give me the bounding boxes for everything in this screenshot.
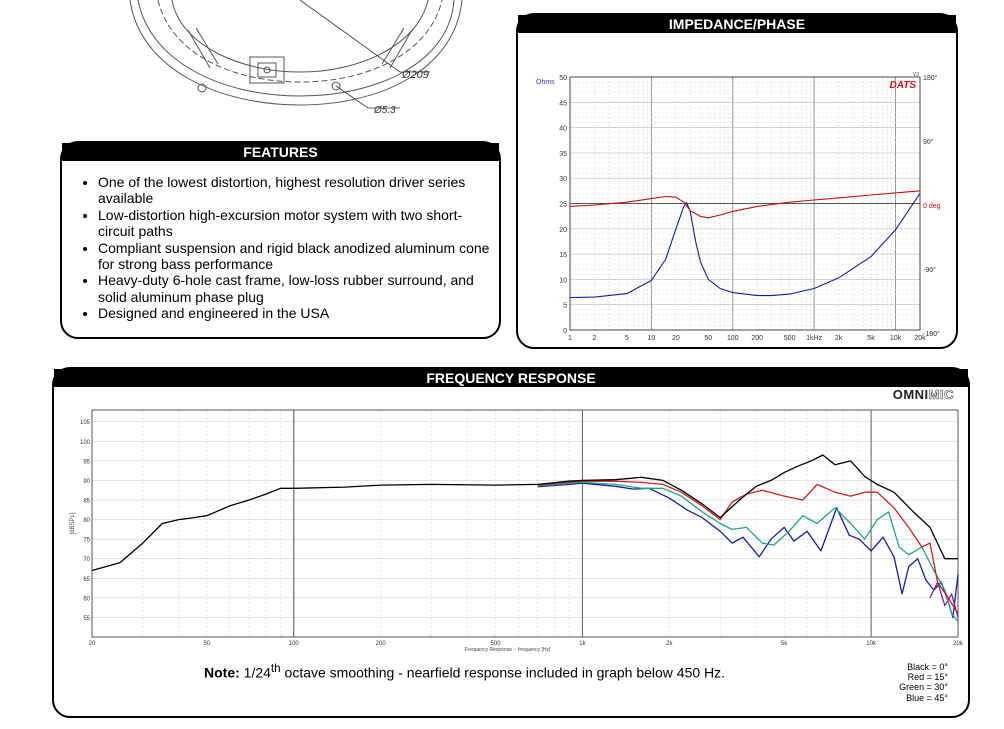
y-tick-label: 100 [79, 439, 90, 446]
x-tick-label: 500 [490, 641, 501, 647]
x-tick-label: 1 [568, 335, 572, 342]
x-tick-label: 2k [666, 641, 673, 647]
x-tick-label: 10k [866, 641, 876, 647]
y-tick-label: 70 [83, 557, 90, 564]
y-tick-label: 15 [559, 252, 567, 260]
omnimic-logo-bold: OMNI [892, 387, 929, 402]
features-title: FEATURES [62, 143, 499, 161]
y-tick-label: 80 [83, 518, 90, 525]
x-tick-label: 20 [671, 335, 680, 342]
response-series-line [538, 483, 958, 617]
y-tick-label: 75 [83, 537, 90, 544]
legend-red: Red = 15° [907, 672, 948, 683]
phase-tick-label: -90° [923, 267, 936, 274]
frequency-axes [70, 410, 964, 653]
y-tick-label: 50 [559, 75, 567, 82]
x-tick-label: 1k [579, 641, 586, 647]
y-tick-label: 30 [559, 176, 567, 184]
response-series-line [538, 482, 958, 621]
driver-drawing [100, 0, 480, 125]
y-axis-label: [dBSPL] [70, 512, 76, 535]
y-tick-label: 20 [559, 226, 567, 234]
response-series-line [92, 455, 958, 571]
y-tick-label: 105 [79, 420, 90, 427]
x-tick-label: 200 [375, 641, 386, 647]
y-axis-label: Ohms [536, 79, 555, 86]
y-tick-label: 25 [559, 201, 567, 209]
legend-black: Black = 0° [907, 662, 948, 672]
legend-green: Green = 30° [899, 682, 948, 693]
angle-legend [899, 662, 948, 703]
omnimic-logo-outline: MIC [928, 387, 954, 402]
note-text: octave smoothing - nearfield response included in graph below 450 Hz. [280, 664, 726, 681]
x-tick-label: 100 [288, 641, 299, 647]
hole-diameter-label: Ø5.3 [374, 105, 396, 116]
impedance-axes [536, 72, 941, 342]
y-tick-label: 10 [559, 277, 567, 285]
x-tick-label: 2k [834, 335, 843, 342]
y-tick-label: 90 [83, 478, 90, 485]
impedance-chart [518, 33, 956, 349]
y-tick-label: 55 [83, 615, 90, 622]
y-tick-label: 0 [563, 328, 567, 335]
dats-logo: DATS [889, 80, 916, 91]
phase-tick-label: 90° [923, 139, 934, 146]
x-axis-label: Frequency Response -- frequency [Hz] [464, 647, 551, 653]
x-tick-label: 5 [624, 335, 629, 342]
y-tick-label: 35 [559, 150, 567, 158]
x-tick-label: 500 [783, 335, 796, 342]
note-pre: 1/24 [239, 664, 271, 681]
x-tick-label: 50 [704, 335, 713, 342]
feature-item: • Compliant suspension and rigid black anodized aluminum cone for strong bass performance [98, 240, 498, 273]
x-tick-label: 20k [953, 641, 963, 647]
note-label: Note: [204, 664, 240, 681]
diameter-label: Ø209 [402, 69, 429, 81]
x-tick-label: 20k [914, 335, 926, 342]
y-tick-label: 95 [83, 459, 90, 466]
features-panel [60, 141, 501, 339]
frequency-title: FREQUENCY RESPONSE [54, 369, 968, 387]
feature-item: • One of the lowest distortion, highest resolution driver series available [98, 174, 498, 207]
x-tick-label: 50 [203, 641, 211, 647]
y-tick-label: 5 [563, 302, 567, 310]
dats-version: V3 [912, 72, 919, 78]
response-series-line [538, 481, 958, 613]
x-tick-label: 10 [647, 335, 656, 342]
frequency-chart [54, 387, 968, 653]
features-list [78, 174, 498, 322]
phase-tick-label: 0 deg [923, 203, 941, 210]
x-tick-label: 1kHz [806, 335, 823, 342]
feature-item: • Designed and engineered in the USA [98, 305, 498, 321]
note-sup: th [270, 662, 281, 675]
y-tick-label: 85 [83, 498, 90, 505]
feature-item: • Heavy-duty 6-hole cast frame, low-loss rubber surround, and solid aluminum phase plug [98, 272, 498, 305]
legend-blue: Blue = 45° [906, 692, 948, 703]
x-tick-label: 5k [781, 641, 788, 647]
x-tick-label: 100 [726, 335, 739, 342]
y-tick-label: 45 [559, 100, 567, 108]
phase-tick-label: 180° [923, 75, 938, 82]
x-tick-label: 10k [889, 335, 902, 342]
y-tick-label: 65 [83, 576, 90, 583]
x-tick-label: 20 [88, 641, 96, 647]
x-tick-label: 5k [867, 335, 875, 342]
phase-tick-label: -180° [923, 331, 940, 338]
smoothing-note [204, 662, 725, 681]
frequency-panel [52, 367, 970, 718]
y-tick-label: 40 [559, 125, 567, 133]
x-tick-label: 2 [592, 335, 597, 342]
x-tick-label: 200 [751, 335, 764, 342]
impedance-panel [516, 13, 958, 349]
feature-item: • Low-distortion high-excursion motor system with two short-circuit paths [98, 207, 498, 240]
frequency-grid [92, 410, 958, 637]
y-tick-label: 60 [83, 596, 90, 603]
plot-frame [92, 410, 958, 637]
impedance-title: IMPEDANCE/PHASE [518, 15, 956, 33]
